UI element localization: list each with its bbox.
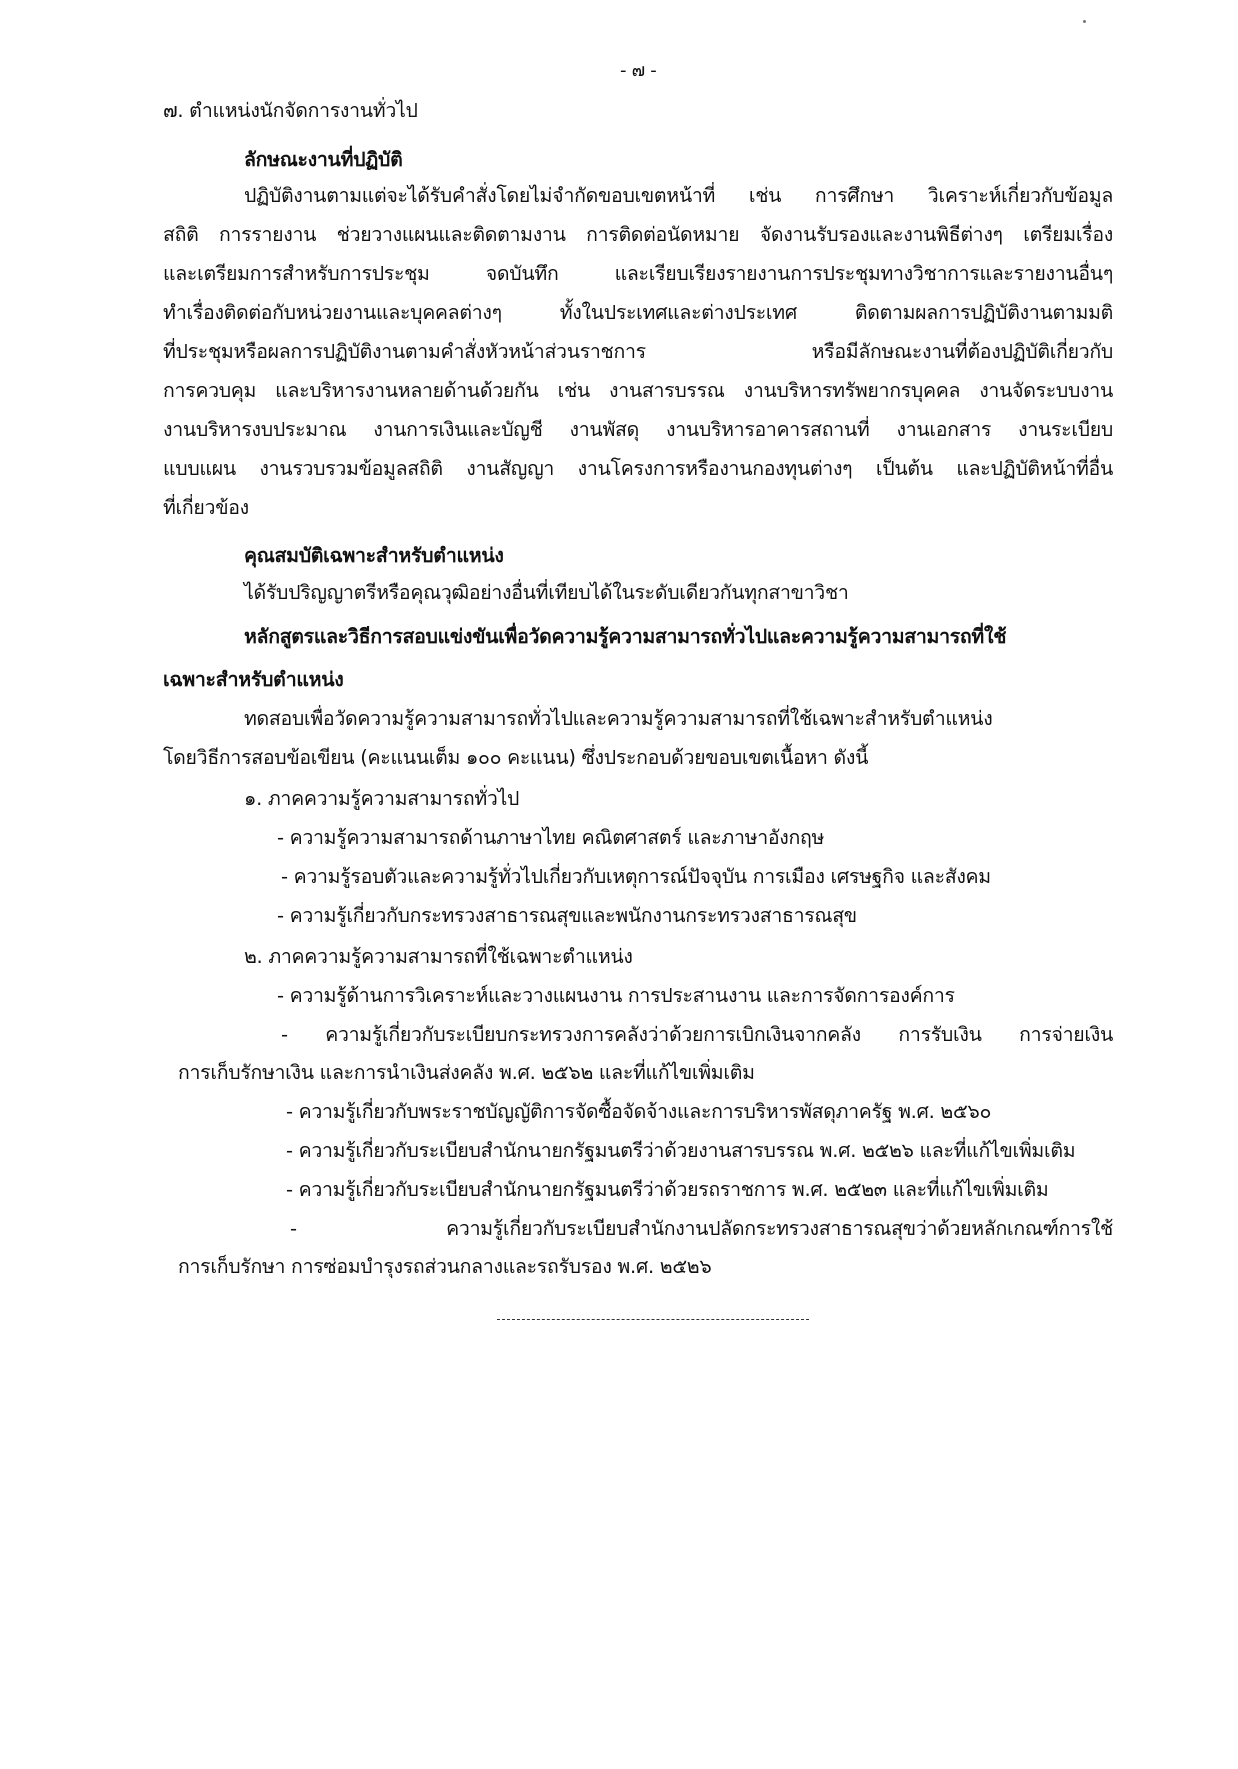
curriculum-intro: ทดสอบเพื่อวัดความรู้ความสามารถทั่วไปและความรู้ความสามารถที่ใช้เฉพาะสำหรับตำแหน่ง bbox=[244, 707, 993, 730]
part2-item: - ความรู้เกี่ยวกับระเบียบสำนักนายกรัฐมนตรีว่าด้วยรถราชการ พ.ศ. ๒๕๒๓ และที่แก้ไขเพิ่มเติม bbox=[286, 1178, 1049, 1201]
qualifications-text: ได้รับปริญญาตรีหรือคุณวุฒิอย่างอื่นที่เทียบได้ในระดับเดียวกันทุกสาขาวิชา bbox=[244, 581, 849, 604]
duties-line: และเตรียมการสำหรับการประชุม จดบันทึก และเรียบเรียงรายงานการประชุมทางวิชาการและรายงานอื่นๆ bbox=[163, 262, 1113, 285]
scan-speck bbox=[1083, 20, 1086, 23]
end-separator bbox=[497, 1319, 809, 1320]
position-title: ๗. ตำแหน่งนักจัดการงานทั่วไป bbox=[163, 99, 418, 122]
part2-item: - ความรู้ด้านการวิเคราะห์และวางแผนงาน การประสานงาน และการจัดการองค์การ bbox=[277, 984, 955, 1007]
part2-title: ๒. ภาคความรู้ความสามารถที่ใช้เฉพาะตำแหน่ง bbox=[244, 945, 633, 968]
part1-item: - ความรู้รอบตัวและความรู้ทั่วไปเกี่ยวกับเหตุการณ์ปัจจุบัน การเมือง เศรษฐกิจ และสังคม bbox=[281, 865, 991, 888]
duties-line: ทำเรื่องติดต่อกับหน่วยงานและบุคคลต่างๆ ทั้งในประเทศและต่างประเทศ ติดตามผลการปฏิบัติงานตามมติ bbox=[163, 301, 1113, 324]
curriculum-heading: หลักสูตรและวิธีการสอบแข่งขันเพื่อวัดความรู้ความสามารถทั่วไปและความรู้ความสามารถที่ใช้ bbox=[244, 625, 1007, 648]
part2-item: - ความรู้เกี่ยวกับระเบียบกระทรวงการคลังว่าด้วยการเบิกเงินจากคลัง การรับเงิน การจ่ายเงิน bbox=[281, 1023, 1113, 1046]
part2-item-cont: การเก็บรักษา การซ่อมบำรุงรถส่วนกลางและรถรับรอง พ.ศ. ๒๕๒๖ bbox=[178, 1255, 712, 1278]
part1-title: ๑. ภาคความรู้ความสามารถทั่วไป bbox=[244, 787, 520, 810]
page-number: - ๗ - bbox=[620, 60, 657, 81]
part2-item: - ความรู้เกี่ยวกับพระราชบัญญัติการจัดซื้อจัดจ้างและการบริหารพัสดุภาครัฐ พ.ศ. ๒๕๖๐ bbox=[286, 1100, 992, 1123]
duties-line: สถิติ การรายงาน ช่วยวางแผนและติดตามงาน การติดต่อนัดหมาย จัดงานรับรองและงานพิธีต่างๆ เตรียมเรื่อง bbox=[163, 223, 1113, 246]
part1-item: - ความรู้ความสามารถด้านภาษาไทย คณิตศาสตร์ และภาษาอังกฤษ bbox=[277, 826, 825, 849]
duties-line: แบบแผน งานรวบรวมข้อมูลสถิติ งานสัญญา งานโครงการหรืองานกองทุนต่างๆ เป็นต้น และปฏิบัติหน้าที่อื่น bbox=[163, 457, 1113, 480]
duties-line: งานบริหารงบประมาณ งานการเงินและบัญชี งานพัสดุ งานบริหารอาคารสถานที่ งานเอกสาร งานระเบียบ bbox=[163, 418, 1113, 441]
part2-item: - ความรู้เกี่ยวกับระเบียบสำนักงานปลัดกระทรวงสาธารณสุขว่าด้วยหลักเกณฑ์การใช้ bbox=[290, 1217, 1113, 1240]
duties-line: ที่เกี่ยวข้อง bbox=[163, 496, 249, 519]
qualifications-heading: คุณสมบัติเฉพาะสำหรับตำแหน่ง bbox=[244, 544, 504, 567]
duties-line: ปฏิบัติงานตามแต่จะได้รับคำสั่งโดยไม่จำกัดขอบเขตหน้าที่ เช่น การศึกษา วิเคราะห์เกี่ยวกับข้อมูล bbox=[244, 184, 1113, 207]
duties-line: การควบคุม และบริหารงานหลายด้านด้วยกัน เช่น งานสารบรรณ งานบริหารทรัพยากรบุคคล งานจัดระบบงาน bbox=[163, 379, 1113, 402]
part2-item: - ความรู้เกี่ยวกับระเบียบสำนักนายกรัฐมนตรีว่าด้วยงานสารบรรณ พ.ศ. ๒๕๒๖ และที่แก้ไขเพิ่มเติม bbox=[286, 1139, 1076, 1162]
part1-item: - ความรู้เกี่ยวกับกระทรวงสาธารณสุขและพนักงานกระทรวงสาธารณสุข bbox=[277, 904, 857, 927]
part2-item-cont: การเก็บรักษาเงิน และการนำเงินส่งคลัง พ.ศ. ๒๕๖๒ และที่แก้ไขเพิ่มเติม bbox=[178, 1061, 755, 1084]
duties-heading: ลักษณะงานที่ปฏิบัติ bbox=[244, 148, 403, 171]
duties-line: ที่ประชุมหรือผลการปฏิบัติงานตามคำสั่งหัวหน้าส่วนราชการ หรือมีลักษณะงานที่ต้องปฏิบัติเกี่ยวกับ bbox=[163, 340, 1113, 363]
curriculum-heading-cont: เฉพาะสำหรับตำแหน่ง bbox=[163, 668, 344, 691]
curriculum-intro-cont: โดยวิธีการสอบข้อเขียน (คะแนนเต็ม ๑๐๐ คะแนน) ซึ่งประกอบด้วยขอบเขตเนื้อหา ดังนี้ bbox=[163, 746, 869, 769]
